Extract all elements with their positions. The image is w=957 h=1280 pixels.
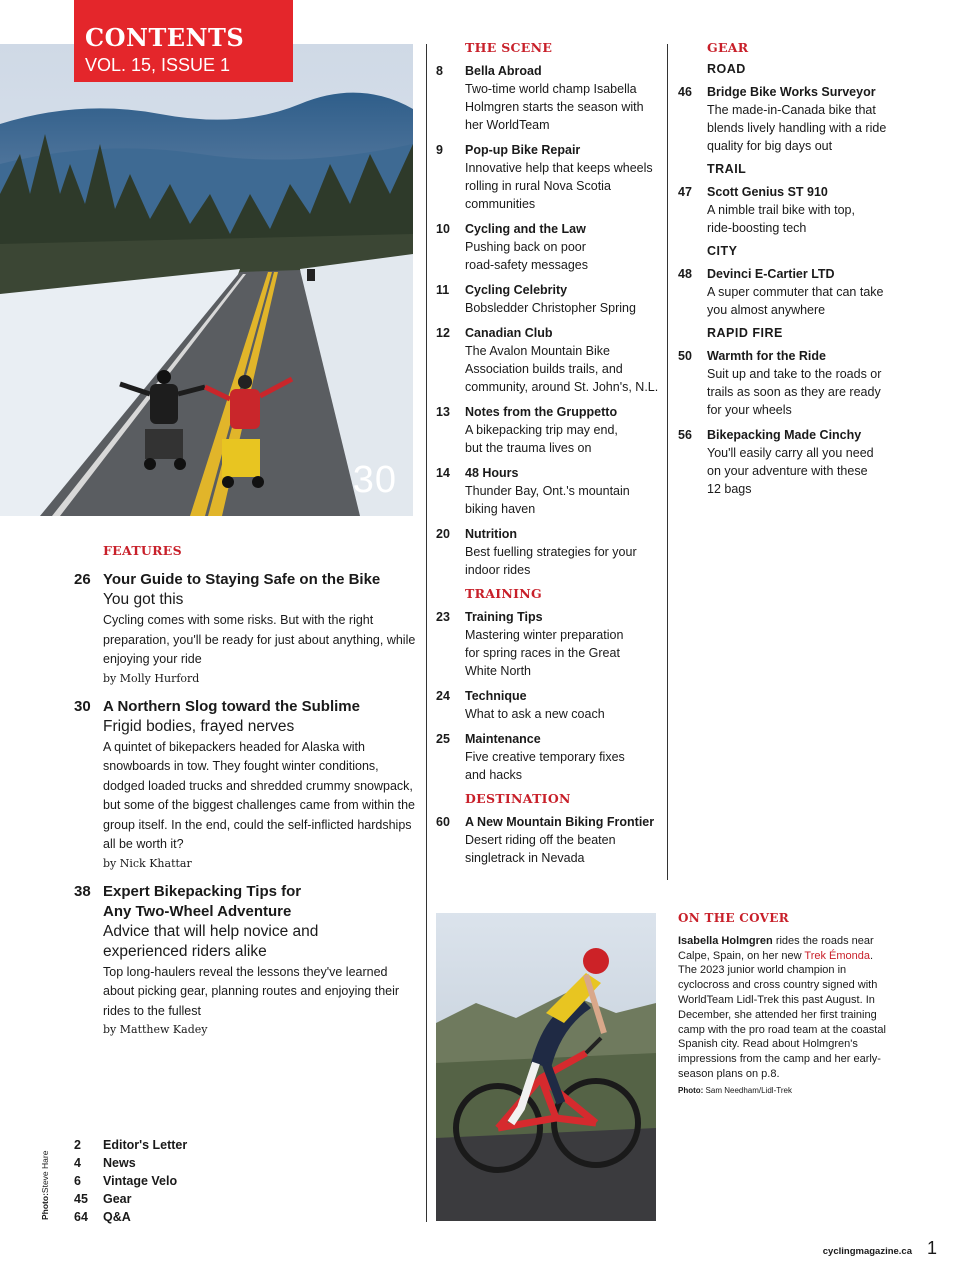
- cover-text-part2: . The 2023 junior world champion in cyclocross and cross country signed with WorldTeam Lidl-Trek this past August. In December, she attended her first training camp with the pro road team at the coastal Spanish city. Read about Holmgren's impressions from the camp and her early-season plans on p.8.: [678, 949, 886, 1080]
- feature-item[interactable]: [74, 570, 419, 688]
- footer-page-number: 1: [926, 1238, 937, 1258]
- scene-heading: THE SCENE: [465, 40, 553, 55]
- departments-list: [74, 1136, 274, 1226]
- hero-photo-credit: [40, 1151, 50, 1220]
- department-page-number: 6: [74, 1174, 81, 1188]
- feature-title: A Northern Slog toward the Sublime: [103, 697, 360, 715]
- toc-entry[interactable]: [436, 608, 664, 680]
- toc-title: Canadian Club: [465, 326, 553, 340]
- photo-credit-name: Steve Hare: [40, 1150, 50, 1194]
- feature-page-number: 30: [74, 697, 91, 715]
- toc-page-number: 60: [436, 815, 450, 829]
- toc-page-number: 46: [678, 85, 692, 99]
- toc-column-right: [678, 40, 898, 505]
- toc-page-number: 50: [678, 349, 692, 363]
- toc-title: Nutrition: [465, 527, 518, 541]
- department-label: Vintage Velo: [103, 1174, 178, 1188]
- toc-page-number: 20: [436, 527, 450, 541]
- cover-credit-name: Sam Needham/Lidl-Trek: [703, 1085, 792, 1095]
- toc-description: Mastering winter preparation for spring races in the Great White North: [465, 628, 624, 678]
- on-the-cover-heading: ON THE COVER: [678, 911, 790, 925]
- toc-description: Bobsledder Christopher Spring: [465, 301, 636, 315]
- toc-description: The made-in-Canada bike that blends lively handling with a ride quality for big days out: [707, 103, 887, 153]
- department-page-number: 2: [74, 1138, 81, 1152]
- feature-byline: by Matthew Kadey: [103, 1023, 208, 1036]
- toc-description: A super commuter that can take you almost anywhere: [707, 285, 884, 317]
- column-divider-left: [426, 44, 427, 1222]
- department-item[interactable]: [74, 1154, 274, 1172]
- features-heading: FEATURES: [103, 543, 182, 558]
- department-label: Q&A: [103, 1210, 131, 1224]
- toc-title: Devinci E-Cartier LTD: [707, 267, 835, 281]
- toc-title: Training Tips: [465, 610, 543, 624]
- department-label: News: [103, 1156, 136, 1170]
- feature-byline: by Molly Hurford: [103, 671, 200, 685]
- toc-page-number: 9: [436, 143, 443, 157]
- department-item[interactable]: [74, 1136, 274, 1154]
- toc-page-number: 12: [436, 326, 450, 340]
- toc-entry[interactable]: [436, 281, 664, 317]
- toc-page-number: 11: [436, 283, 450, 297]
- department-item[interactable]: [74, 1172, 274, 1190]
- toc-description: Suit up and take to the roads or trails as soon as they are ready for your wheels: [707, 367, 882, 417]
- toc-entry[interactable]: [436, 324, 664, 396]
- toc-page-number: 25: [436, 732, 450, 746]
- gear-subheading-road: ROAD: [707, 62, 746, 76]
- toc-description: Desert riding off the beaten singletrack in Nevada: [465, 833, 616, 865]
- toc-title: Bridge Bike Works Surveyor: [707, 85, 876, 99]
- feature-page-number: 26: [74, 571, 91, 588]
- features-section: [74, 543, 419, 1048]
- toc-description: Pushing back on poor road-safety messages: [465, 240, 588, 272]
- cover-photo[interactable]: [436, 913, 656, 1221]
- toc-description: Thunder Bay, Ont.'s mountain biking haven: [465, 484, 630, 516]
- toc-title: Maintenance: [465, 732, 541, 746]
- toc-title: Pop-up Bike Repair: [465, 143, 581, 157]
- photo-credit-label: Photo:: [40, 1193, 50, 1220]
- toc-entry[interactable]: [678, 426, 898, 498]
- toc-title: 48 Hours: [465, 466, 519, 480]
- toc-entry[interactable]: [436, 62, 664, 134]
- feature-description: Top long-haulers reveal the lessons they've learned about picking gear, planning routes and enjoying their rides to the fullest: [103, 964, 400, 1018]
- feature-title: Your Guide to Staying Safe on the Bike: [103, 571, 381, 588]
- toc-description: A bikepacking trip may end, but the trauma lives on: [465, 423, 618, 455]
- column-divider-right: [667, 44, 668, 880]
- toc-page-number: 13: [436, 405, 450, 419]
- department-page-number: 45: [74, 1192, 88, 1206]
- toc-description: Two-time world champ Isabella Holmgren starts the season with her WorldTeam: [465, 82, 644, 132]
- toc-page-number: 8: [436, 64, 443, 78]
- toc-description: You'll easily carry all you need on your adventure with these 12 bags: [707, 446, 874, 496]
- toc-title: Technique: [465, 689, 527, 703]
- feature-dek: Frigid bodies, frayed nerves: [103, 717, 295, 735]
- feature-page-number: 38: [74, 882, 91, 900]
- toc-title: Notes from the Gruppetto: [465, 405, 618, 419]
- cover-photo-credit: [678, 1084, 892, 1099]
- on-the-cover: [678, 911, 892, 1099]
- toc-description: A nimble trail bike with top, ride-boosting tech: [707, 203, 855, 235]
- toc-page-number: 14: [436, 466, 450, 480]
- hero-page-number: 30: [352, 459, 397, 501]
- toc-description: What to ask a new coach: [465, 707, 605, 721]
- toc-column-middle: [436, 40, 664, 874]
- toc-entry[interactable]: [436, 813, 664, 867]
- toc-description: Five creative temporary fixes and hacks: [465, 750, 625, 782]
- toc-page-number: 23: [436, 610, 450, 624]
- cover-bike-link[interactable]: Trek Émonda: [804, 949, 871, 962]
- cover-subject-name: Isabella Holmgren: [678, 934, 773, 947]
- footer-url[interactable]: cyclingmagazine.ca: [822, 1246, 912, 1257]
- cover-text-part1: rides the roads near Calpe, Spain, on her new: [678, 934, 874, 962]
- cover-credit-label: Photo:: [678, 1085, 704, 1095]
- toc-entry[interactable]: [436, 464, 664, 518]
- feature-item[interactable]: [74, 882, 419, 1040]
- feature-title: Expert Bikepacking Tips for Any Two-Wheel Adventure: [103, 882, 302, 920]
- toc-description: Innovative help that keeps wheels rolling in rural Nova Scotia communities: [465, 161, 653, 211]
- department-page-number: 4: [74, 1156, 81, 1170]
- contents-title: CONTENTS: [85, 23, 245, 52]
- toc-entry[interactable]: [678, 183, 898, 237]
- department-item[interactable]: [74, 1190, 274, 1208]
- toc-page-number: 56: [678, 428, 692, 442]
- destination-heading: DESTINATION: [465, 791, 571, 806]
- toc-title: Cycling and the Law: [465, 222, 586, 236]
- feature-description: Cycling comes with some risks. But with the right preparation, you'll be ready for just about anything, while enjoying your ride: [103, 613, 416, 666]
- toc-title: Bikepacking Made Cinchy: [707, 428, 862, 442]
- toc-page-number: 10: [436, 222, 450, 236]
- toc-description: The Avalon Mountain Bike Association builds trails, and community, around St. John's, N.L.: [465, 344, 659, 394]
- training-heading: TRAINING: [465, 586, 543, 601]
- toc-title: Scott Genius ST 910: [707, 185, 828, 199]
- gear-subheading-city: CITY: [707, 244, 738, 258]
- toc-entry[interactable]: [436, 220, 664, 274]
- toc-entry[interactable]: [678, 83, 898, 155]
- toc-title: Bella Abroad: [465, 64, 542, 78]
- department-item[interactable]: [74, 1208, 274, 1226]
- toc-entry[interactable]: [678, 265, 898, 319]
- toc-entry[interactable]: [436, 687, 664, 723]
- toc-entry[interactable]: [436, 525, 664, 579]
- contents-header: [74, 0, 293, 82]
- toc-title: A New Mountain Biking Frontier: [465, 815, 655, 829]
- feature-item[interactable]: [74, 697, 419, 873]
- gear-heading: GEAR: [707, 40, 749, 55]
- department-label: Editor's Letter: [103, 1138, 188, 1152]
- feature-dek: You got this: [103, 591, 184, 608]
- toc-entry[interactable]: [436, 403, 664, 457]
- toc-entry[interactable]: [678, 347, 898, 419]
- toc-description: Best fuelling strategies for your indoor rides: [465, 545, 637, 577]
- hero-photo[interactable]: [0, 44, 413, 516]
- toc-page-number: 48: [678, 267, 692, 281]
- cover-photo-illustration: [436, 913, 656, 1221]
- toc-entry[interactable]: [436, 141, 664, 213]
- toc-title: Cycling Celebrity: [465, 283, 568, 297]
- hero-photo-illustration: [0, 44, 413, 516]
- toc-entry[interactable]: [436, 730, 664, 784]
- department-label: Gear: [103, 1192, 132, 1206]
- feature-description: A quintet of bikepackers headed for Alaska with snowboards in tow. They fought winter conditions, dodged loaded trucks and shredded crummy snowpack, but some of the biggest challenges came from within the group itself. In the end, could the self-inflicted hardships all be worth it?: [103, 739, 415, 851]
- toc-title: Warmth for the Ride: [707, 349, 826, 363]
- feature-dek: Advice that will help novice and experienced riders alike: [103, 922, 319, 960]
- toc-page-number: 24: [436, 689, 450, 703]
- feature-byline: by Nick Khattar: [103, 856, 192, 870]
- gear-subheading-rapid-fire: RAPID FIRE: [707, 326, 783, 340]
- toc-page-number: 47: [678, 185, 692, 199]
- on-the-cover-text: [678, 934, 892, 1082]
- gear-subheading-trail: TRAIL: [707, 162, 747, 176]
- department-page-number: 64: [74, 1210, 88, 1224]
- volume-issue: VOL. 15, ISSUE 1: [85, 55, 231, 75]
